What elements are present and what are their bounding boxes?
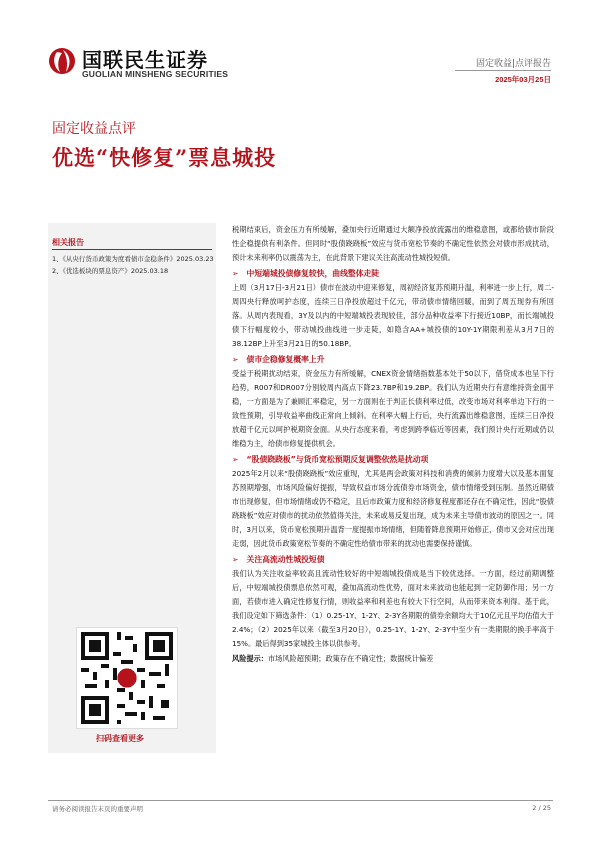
risk-label: 风险提示： [232, 654, 268, 663]
section-heading-text: 中短端城投债修复较快，曲线整体走陡 [246, 269, 380, 278]
section-heading [232, 267, 554, 281]
section-heading-text: “股债跷跷板”与货币宽松预期反复调整依然是扰动项 [246, 455, 429, 464]
risk-text: 市场风险超预期；政策存在不确定性；数据统计偏差 [267, 654, 434, 663]
report-category: 固定收益|点评报告 [475, 59, 551, 69]
page-header [0, 0, 595, 110]
page-number: 2 / 25 [532, 804, 551, 812]
header-divider [455, 70, 551, 71]
section-heading-text: 债市企稳修复概率上升 [246, 355, 325, 364]
risk-warning [232, 652, 554, 666]
section-paragraph: 受益于税期扰动结束，资金压力有所缓解，CNEX资金情绪指数基本处于50以下，借贷成本也呈下行趋势，R007和DR007分别较周内高点下降23.7BP和19.2BP。我们认为近期央行有意维持资金面平稳，一方面是为了兼顾汇率稳定，另一方面则在于判正长债利率过低，改变市场对利率单边下行的一致性预期，引导收益率曲线正常向上倾斜。在利率大幅上行后，央行流露出维稳意图，连续三日净投放超千亿元以呵护税期资金面。从央行态度来看，考虑到跨季临近等因素，我们预计央行近期或仍以维稳为主，给债市修复提供机会。 [232, 369, 554, 448]
company-logo [48, 42, 278, 82]
related-reports-list [52, 254, 214, 278]
report-date: 2025年03月25日 [495, 75, 551, 84]
qr-code-icon[interactable] [76, 627, 178, 729]
related-reports-divider [52, 249, 212, 250]
report-body [232, 223, 554, 666]
arrow-bullet-icon: ➢ [232, 555, 239, 564]
section-paragraph: 我们认为关注收益率较高且流动性较好的中短端城投债成是当下较优选择。一方面，经过前期调整后，中短端城投债票息依然可观，叠加高流动性优势，面对未来波动也能起到一定防御作用；另一方面，若债市进入确定性修复行情，则收益率和利差也有较大下行空间，从而带来资本利得。基于此，我们设定如下筛选条件：（1）0.25-1Y、1-2Y、2-3Y各期限的债券余额均大于10亿元且平均估值大于2.4%；（2）2025年以来（截至3月20日），0.25-1Y、1-2Y、2-3Y中至少有一类期限的换手率高于15%。最后得到35家城投主体以供参考。 [232, 569, 554, 648]
footer-divider [48, 800, 553, 801]
section-paragraph: 上周（3月17日-3月21日）债市在波动中迎来修复，周初经济复苏预期升温，利率进一步上行，周二-周四央行释放呵护态度，连续三日净投放超过千亿元，带动债市情绪回暖，而到了周五现券有所回落。从周内表现看，3Y及以内的中短端城投表现较佳，部分品种收益率下行接近10BP，而长端城投债下行幅度较小，带动城投曲线进一步走陡，如隐含AA+城投债的10Y-1Y期限利差从3月7日的38.12BP上升至3月21日的50.18BP。 [232, 283, 554, 348]
qr-caption: 扫码查看更多 [96, 734, 144, 743]
related-report-link[interactable]: 1、《从央行货币政策为度看债市金稳条件》2025.03.23 [52, 255, 214, 263]
logo-mark-icon [48, 44, 76, 78]
section-heading [232, 453, 554, 467]
arrow-bullet-icon: ➢ [232, 355, 239, 364]
sidebar [48, 223, 216, 753]
related-reports-title: 相关报告 [52, 238, 84, 247]
section-paragraph: 2025年2月以来“股债跷跷板”效应重现，尤其是两会政策对科技和消费的倾斜力度增大以及基本面复苏预期增强，市场风险偏好提振，导致权益市场分流债券市场资金，债市情绪受到压制。虽然近期债市出现修复，但市场情绪或仍不稳定，且后市政策力度和经济修复程度都还存在不确定性，因此“股债跷跷板”效应对债市的扰动依然值得关注，未来或易反复出现，成为未来主导债市波动的原因之一。同时，3月以来，货币宽松预期升温背一度提振市场情绪，但随着降息预期开始修正，债市又会对应出现走弱，因此货币政策宽松节奏的不确定性给债市带来的扰动也需要保持谨慎。 [232, 469, 554, 548]
section-heading [232, 553, 554, 567]
footer-disclaimer: 请务必阅读报告末页的重要声明 [52, 805, 143, 813]
intro-paragraph: 税期结束后，资金压力有所缓解，叠加央行近期通过大额净投放流露出的维稳意图，或都给债市阶段性企稳提供有利条件。但同时“股债跷跷板”效应与货币宽松节奏的不确定性依然会对债市形成扰动，预计未来利率仍以震荡为主，在此背景下建议关注高流动性城投短债。 [232, 225, 554, 262]
logo-chinese-text: 国联民生证券 [82, 48, 208, 72]
arrow-bullet-icon: ➢ [232, 269, 239, 278]
report-title: 优选“快修复”票息城投 [52, 145, 277, 170]
logo-english-text: GUOLIAN MINSHENG SECURITIES [82, 69, 229, 79]
section-heading [232, 353, 554, 367]
arrow-bullet-icon: ➢ [232, 455, 239, 464]
section-heading-text: 关注高流动性城投短债 [246, 555, 325, 564]
report-category-block [476, 56, 551, 69]
related-report-link[interactable]: 2、《优选板块的票息资产》2025.03.18 [52, 267, 169, 275]
report-type: 固定收益点评 [52, 121, 136, 137]
